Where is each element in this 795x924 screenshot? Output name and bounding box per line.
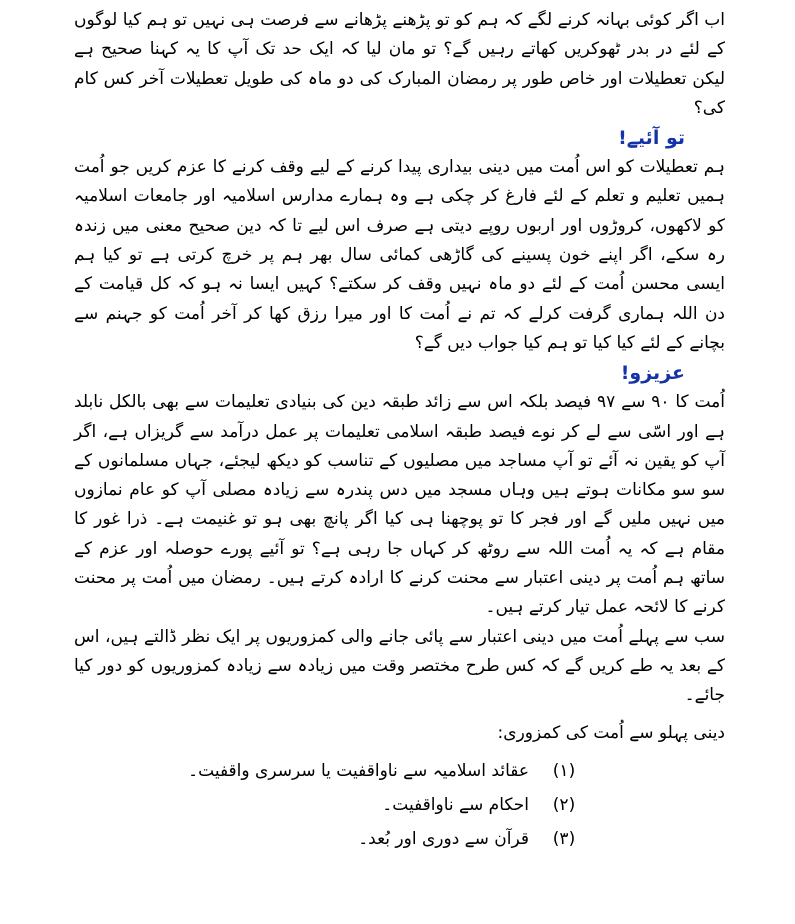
list-item-number: (۲) [552,794,576,815]
list-item-text: قرآن سے دوری اور بُعد۔ [358,828,529,849]
heading-come-on: تو آئیے! [618,127,685,150]
list-heading: دینی پہلو سے اُمت کی کمزوری: [497,722,725,743]
list-item-number: (۱) [552,760,576,781]
list-item-quran [74,822,725,856]
paragraph-ummah-state: اُمت کا ۹۰ سے ۹۷ فیصد بلکہ اس سے زائد طبقہ دین کی بنیادی تعلیمات سے بھی بالکل نابلد ہے اور اسّی سے لے کر نوے فیصد طبقہ اسلامی تعلیمات پر عمل درآمد سے گریزاں ہے، اگر آپ کو یقین نہ آئے تو آپ مساجد میں مصلیوں کے تناسب کو دیکھ لیجئے، جہاں مسلمانوں کے سو سو مکانات ہوتے ہیں وہاں مسجد میں دس پندرہ سے زیادہ مصلی آپ کو عام نمازوں میں نہیں ملیں گے اور فجر کا تو پوچھنا ہی کیا اگر پانچ بھی ہو تو غنیمت ہے۔ ذرا غور کا مقام ہے کہ یہ اُمت اللہ سے روٹھ کر کہاں جا رہی ہے؟ تو آئیے پورے حوصلہ اور عزم کے ساتھ ہم اُمت پر دینی اعتبار سے محنت کرنے کا ارادہ کرتے ہیں۔ رمضان میں اُمت پر محنت کرنے کا لائحہ عمل تیار کرتے ہیں۔ [74,392,725,618]
list-item-text: عقائد اسلامیہ سے ناواقفیت یا سرسری واقفیت۔ [188,760,529,781]
heading-dear-ones: عزیزو! [620,362,685,385]
list-item-beliefs [74,754,725,788]
paragraph-intro: اب اگر کوئی بہانہ کرنے لگے کہ ہم کو تو پڑھنے پڑھانے سے فرصت ہی نہیں تو ہم کیا لوگوں کے لئے در بدر ٹھوکریں کھاتے رہیں گے؟ تو مان لیا کہ ایک حد تک آپ کا یہ کہنا صحیح ہے لیکن تعطیلات اور خاص طور پر رمضان المبارک کی دو ماہ کی طویل تعطیلات آخر کس کام کی؟ [74,10,725,118]
list-item-number: (۳) [552,828,576,849]
list-item-text: احکام سے ناواقفیت۔ [382,794,529,815]
list-item-rulings [74,788,725,822]
paragraph-weaknesses-intro: سب سے پہلے اُمت میں دینی اعتبار سے پائی جانے والی کمزوریوں پر ایک نظر ڈالتے ہیں، اس کے بعد یہ طے کریں گے کہ کس طرح مختصر وقت میں زیادہ سے زیادہ کمزوریوں کو دور کیا جائے۔ [74,626,725,706]
paragraph-holidays: ہم تعطیلات کو اس اُمت میں دینی بیداری پیدا کرنے کے لیے وقف کرنے کا عزم کریں جو اُمت ہمیں تعلیم و تعلم کے لئے فارغ کر چکی ہے وہ ہمارے مدارس اسلامیہ اور جامعات اسلامیہ کو لاکھوں، کروڑوں اور اربوں روپے دیتی ہے صرف اس لیے تا کہ دین صحیح معنی میں زندہ رہ سکے، اگر اپنے خون پسینے کی گاڑھی کمائی سال بھر ہم پر خرچ کرتی ہے تو کیا ہم ایسی محسن اُمت کے لئے دو ماہ نہیں وقف کر سکتے؟ کہیں ایسا نہ ہو کہ کل قیامت کے دن اللہ ہماری گرفت کرلے کہ تم نے اُمت کا اور میرا رزق کھا کر آخر اُمت کو جہنم سے بچانے کے لئے کیا کیا تو ہم کیا جواب دیں گے؟ [74,157,725,353]
